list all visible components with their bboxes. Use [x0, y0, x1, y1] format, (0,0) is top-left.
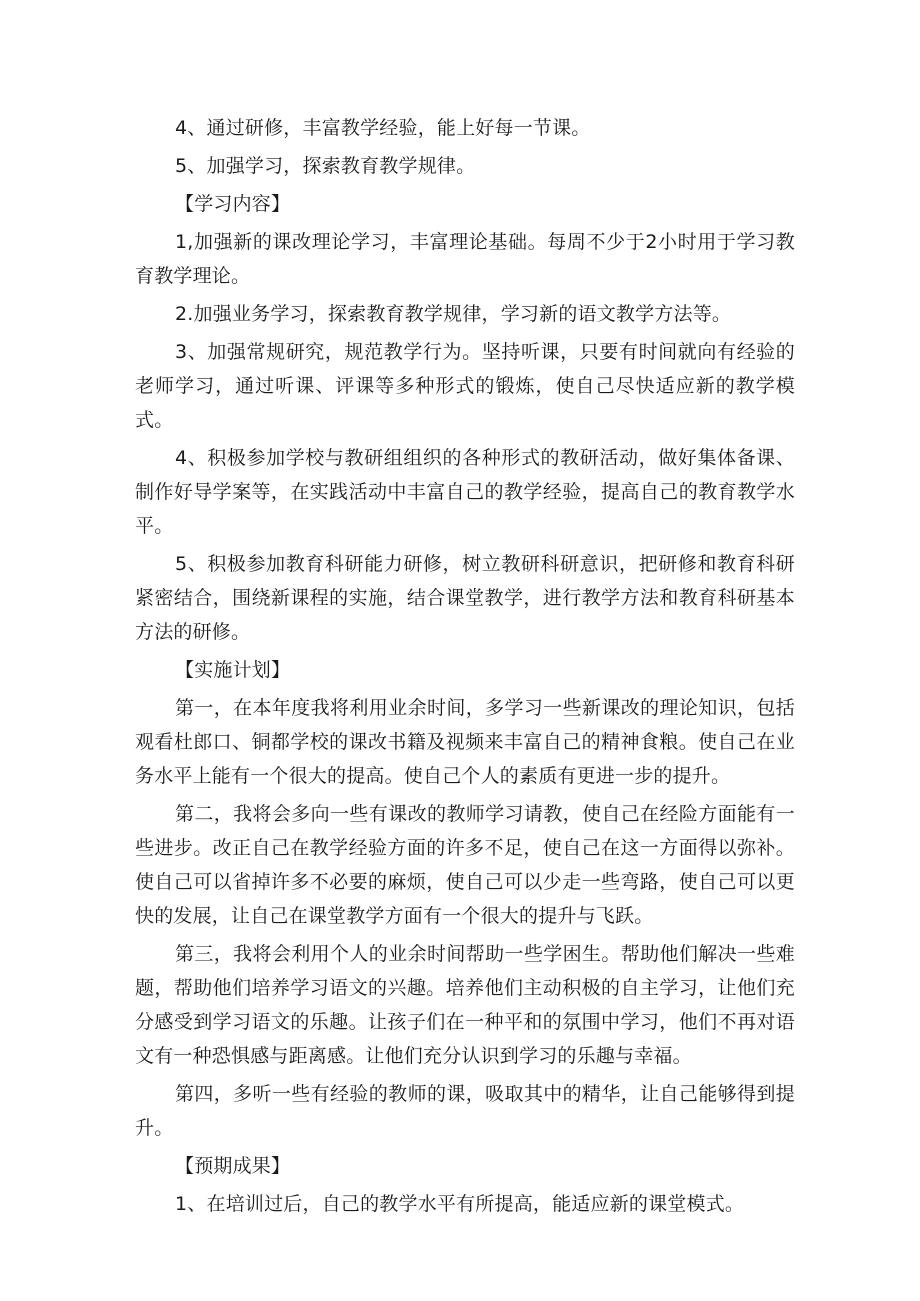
content-item-2: 2.加强业务学习，探索教育教学规律，学习新的语文教学方法等。	[175, 303, 732, 325]
plan-item-4: 第四，多听一些有经验的教师的课，吸取其中的精华，让自己能够得到提升。	[135, 1083, 795, 1139]
result-item-1: 1、在培训过后，自己的教学水平有所提高，能适应新的课堂模式。	[175, 1193, 745, 1215]
section-heading-expected-results: 【预期成果】	[175, 1155, 291, 1177]
goal-item-4: 4、通过研修，丰富教学经验，能上好每一节课。	[175, 117, 591, 139]
plan-item-1: 第一，在本年度我将利用业余时间，多学习一些新课改的理论知识，包括观看杜郎口、铜都学校的课改书籍及视频来丰富自己的精神食粮。使自己在业务水平上能有一个很大的提高。使自己个人的素质有更进一步的提升。	[135, 697, 795, 787]
content-item-4: 4、积极参加学校与教研组组织的各种形式的教研活动，做好集体备课、制作好导学案等，在实践活动中丰富自己的教学经验，提高自己的教育教学水平。	[135, 447, 795, 537]
goal-item-5: 5、加强学习，探索教育教学规律。	[175, 155, 476, 177]
content-item-3: 3、加强常规研究，规范教学行为。坚持听课，只要有时间就向有经验的老师学习，通过听课、评课等多种形式的锻炼，使自己尽快适应新的教学模式。	[135, 341, 795, 431]
section-heading-study-content: 【学习内容】	[175, 193, 291, 215]
plan-item-3: 第三，我将会利用个人的业余时间帮助一些学困生。帮助他们解决一些难题，帮助他们培养学习语文的兴趣。培养他们主动积极的自主学习，让他们充分感受到学习语文的乐趣。让孩子们在一种平和的氛围中学习，他们不再对语文有一种恐惧感与距离感。让他们充分认识到学习的乐趣与幸福。	[135, 943, 795, 1067]
content-item-1: 1,加强新的课改理论学习，丰富理论基础。每周不少于2小时用于学习教育教学理论。	[135, 231, 795, 287]
plan-item-2: 第二，我将会多向一些有课改的教师学习请教，使自己在经险方面能有一些进步。改正自己在教学经验方面的许多不足，使自己在这一方面得以弥补。使自己可以省掉许多不必要的麻烦，使自己可以少走一些弯路，使自己可以更快的发展，让自己在课堂教学方面有一个很大的提升与飞跃。	[135, 803, 795, 927]
section-heading-implementation-plan: 【实施计划】	[175, 659, 291, 681]
document-body	[135, 111, 795, 1221]
content-item-5: 5、积极参加教育科研能力研修，树立教研科研意识，把研修和教育科研紧密结合，围绕新课程的实施，结合课堂教学，进行教学方法和教育科研基本方法的研修。	[135, 553, 795, 643]
